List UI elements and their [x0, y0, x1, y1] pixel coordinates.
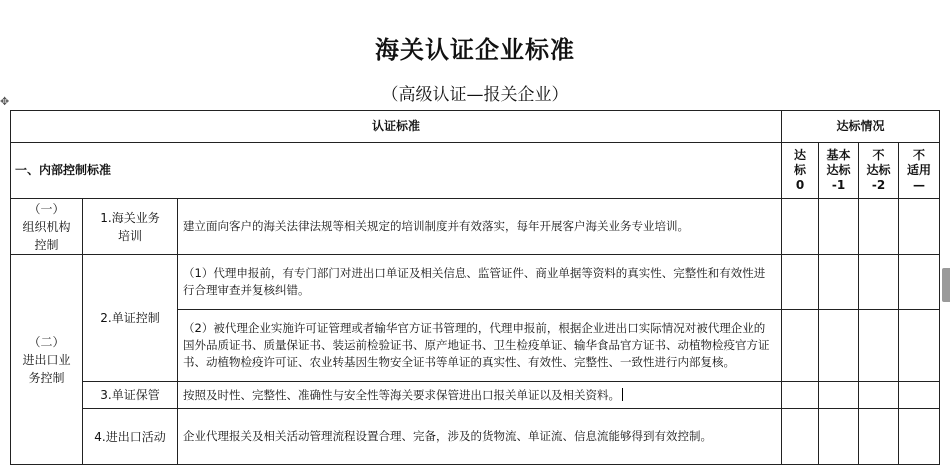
standard-item-activity-process[interactable]: 企业代理报关及相关活动管理流程设置合理、完备，涉及的货物流、单证流、信息流能够得到有效控制。	[178, 409, 782, 465]
side-scroll-tab[interactable]	[942, 268, 950, 302]
header-status: 达标情况	[782, 111, 940, 143]
status-col-pass: 达 标 0	[782, 143, 819, 199]
standard-item-document-storage[interactable]: 按照及时性、完整性、准确性与安全性等海关要求保管进出口报关单证以及相关资料。	[178, 382, 782, 409]
status-cell[interactable]	[859, 199, 899, 255]
status-cell[interactable]	[782, 310, 819, 382]
status-col-fail: 不 达标 -2	[859, 143, 899, 199]
header-standard: 认证标准	[11, 111, 782, 143]
status-cell[interactable]	[859, 382, 899, 409]
status-cell[interactable]	[819, 199, 859, 255]
subcategory-import-export-activity: 4.进出口活动	[83, 409, 178, 465]
status-cell[interactable]	[859, 310, 899, 382]
status-cell[interactable]	[899, 199, 940, 255]
status-cell[interactable]	[899, 382, 940, 409]
category-import-export-control: （二） 进出口业 务控制	[11, 255, 83, 465]
status-cell[interactable]	[819, 255, 859, 310]
status-cell[interactable]	[782, 382, 819, 409]
status-cell[interactable]	[782, 199, 819, 255]
document-subtitle: （高级认证—报关企业）	[381, 85, 569, 105]
text-cursor	[622, 388, 623, 401]
status-cell[interactable]	[819, 409, 859, 465]
status-cell[interactable]	[859, 409, 899, 465]
status-cell[interactable]	[899, 409, 940, 465]
status-cell[interactable]	[819, 382, 859, 409]
certification-standard-table	[10, 110, 940, 465]
status-col-not-applicable: 不 适用 —	[899, 143, 940, 199]
subcategory-document-control: 2.单证控制	[83, 255, 178, 382]
status-cell[interactable]	[782, 409, 819, 465]
standard-item-certificate-review[interactable]: （2）被代理企业实施许可证管理或者输华官方证书管理的，代理申报前，根据企业进出口实际情况对被代理企业的国外品质证书、质量保证书、装运前检验证书、原产地证书、卫生检疫单证、输华食品官方证书、动植物检疫官方证书、动植物检疫许可证、农业转基因生物安全证书等单证的真实性、有效性、完整性、一致性进行内部复核。	[178, 310, 782, 382]
status-col-basic-pass: 基本 达标 -1	[819, 143, 859, 199]
table-move-handle-icon[interactable]: ✥	[0, 95, 10, 108]
section-title: 一、内部控制标准	[11, 143, 782, 199]
category-organization-control: （一） 组织机构 控制	[11, 199, 83, 255]
status-cell[interactable]	[899, 310, 940, 382]
standard-item-training[interactable]: 建立面向客户的海关法律法规等相关规定的培训制度并有效落实，每年开展客户海关业务专业培训。	[178, 199, 782, 255]
status-cell[interactable]	[782, 255, 819, 310]
standard-item-document-review[interactable]: （1）代理申报前，有专门部门对进出口单证及相关信息、监管证件、商业单据等资料的真实性、完整性和有效性进行合理审查并复核纠错。	[178, 255, 782, 310]
status-cell[interactable]	[899, 255, 940, 310]
subcategory-customs-training: 1.海关业务 培训	[83, 199, 178, 255]
subcategory-document-storage: 3.单证保管	[83, 382, 178, 409]
document-title: 海关认证企业标准	[375, 36, 575, 64]
status-cell[interactable]	[819, 310, 859, 382]
status-cell[interactable]	[859, 255, 899, 310]
